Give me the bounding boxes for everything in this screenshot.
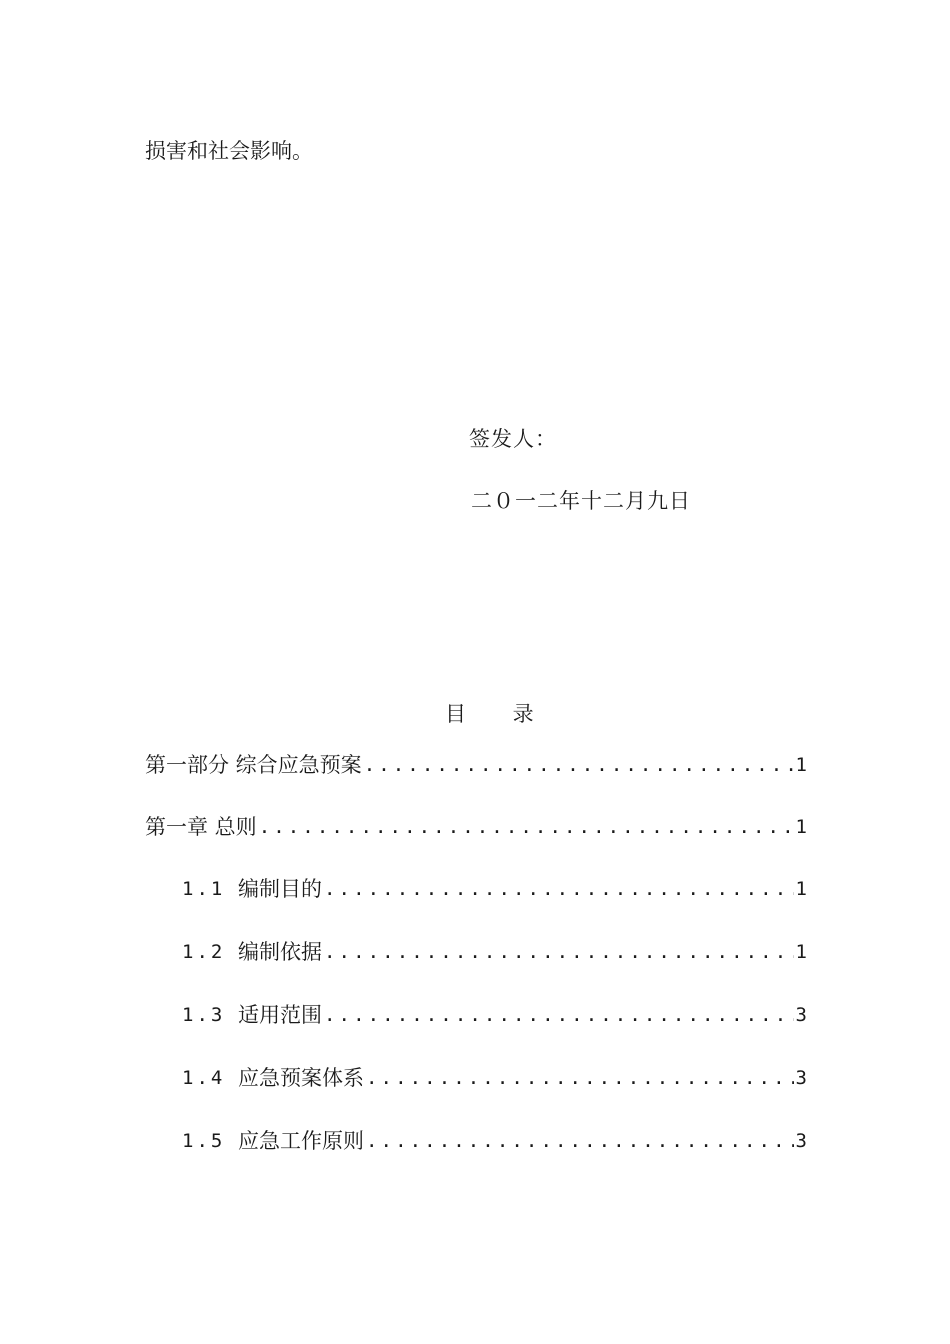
toc-entry[interactable] (182, 1126, 807, 1154)
issue-date: 二０一二年十二月九日 (471, 489, 691, 513)
toc-entry-page: 1 (795, 941, 807, 963)
toc-leader-dots (366, 1065, 794, 1091)
toc-entry[interactable] (182, 874, 807, 902)
toc-entry[interactable] (145, 812, 807, 840)
toc-entry-number: 1.5 (182, 1130, 226, 1152)
toc-leader-dots (324, 876, 794, 902)
toc-entry-page: 3 (795, 1067, 807, 1089)
toc-entry-page: 3 (795, 1130, 807, 1152)
toc-title: 目 录 (445, 702, 554, 726)
toc-entry-number: 1.2 (182, 941, 226, 963)
signer-label: 签发人： (469, 427, 557, 451)
toc-entry-text: 第一章 总则 (145, 815, 257, 839)
toc-leader-dots (366, 1128, 794, 1154)
toc-entry-text: 应急预案体系 (238, 1066, 364, 1090)
paragraph-tail: 损害和社会影响。 (145, 139, 313, 163)
toc-leader-dots (324, 939, 794, 965)
toc-leader-dots (324, 1002, 794, 1028)
toc-leader-dots (259, 814, 794, 840)
toc-entry-page: 1 (795, 878, 807, 900)
toc-entry-text: 编制目的 (238, 877, 322, 901)
toc-entry-number: 1.4 (182, 1067, 226, 1089)
toc-entry-page: 1 (795, 754, 807, 776)
toc-entry[interactable] (182, 937, 807, 965)
toc-entry-text: 编制依据 (238, 940, 322, 964)
toc-entry-number: 1.1 (182, 878, 226, 900)
toc-entry[interactable] (182, 1063, 807, 1091)
toc-leader-dots (364, 752, 794, 778)
toc-entry[interactable] (182, 1000, 807, 1028)
toc-entry-number: 1.3 (182, 1004, 226, 1026)
toc-entry[interactable] (145, 750, 807, 778)
toc-entry-text: 第一部分 综合应急预案 (145, 753, 362, 777)
toc-entry-text: 适用范围 (238, 1003, 322, 1027)
toc-entry-page: 3 (795, 1004, 807, 1026)
toc-entry-page: 1 (795, 816, 807, 838)
toc-entry-text: 应急工作原则 (238, 1129, 364, 1153)
